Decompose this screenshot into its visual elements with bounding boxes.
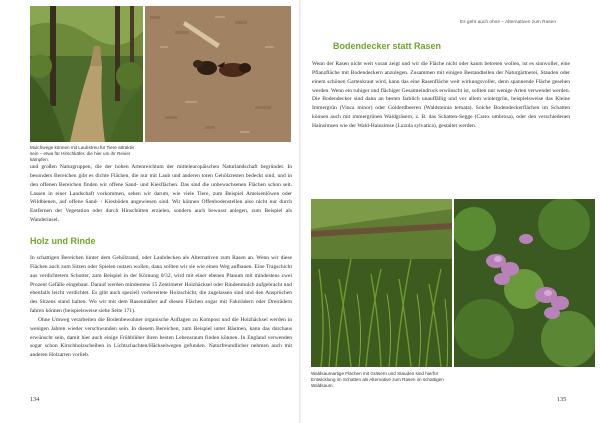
section-heading-bodendecker: Bodendecker statt Rasen — [333, 41, 442, 51]
left-section-para-1: In schattigen Bereichen hinter dem Gehölzrand, oder Laubdecken als Alternativen zum Rasen an. Wenn wir diese Flächen auch zum Sitzen oder Spielen nutzen wollen, dann sollten wir sie wie einen Weg aufbauen. Eine Tragschicht aus verdichtetem Schotter, zum Beispiel in der Körnung 0/32, wird mit einer ebenen Planum mit mindestens zwei Prozent Gefälle eingebaut. Darauf werden mindestens 15 Zentimeter Holzhäcksel oder Rindenmulch aufgebracht und ebenfalls leicht verdichtet. Es gibt auch speziell vorbereitete Holzschicht, die zugelassen sind und den Ansprüchen des Sitzens stand halten. Wo wir mit dem Rasenmäher auf diesen Flächen sogar mit Fahrrädern oder Dreirädern fahren können (beispielsweise siehe Seite 171). — [30, 255, 292, 315]
left-section-body — [30, 254, 292, 360]
page-gutter — [299, 0, 301, 423]
trail-photo — [30, 6, 143, 142]
folio-right: 135 — [557, 396, 567, 403]
grass-photo — [311, 199, 452, 367]
right-section-paragraph: Wenn der Rasen nicht weit voran zeigt und wir die Fläche nicht oder kaum betreten wollen, ist es sinnvoller, eine Pflanzfläche mit Bodendeckern anzulegen. Zusammen mit einigen Bestandteilen der Naturgärtnerei, Stauden oder einem schönen Gartenkraut wird, kann das eine Rasenfläche weit wirkungsvoller, denn spannende Fläche gesehen werden. Wenn ein ruhiger und flächiger Gesamteindruck erwünscht ist, sollten nur wenige Arten verwendet werden. Die Bodendecker sind dann an besten farblich unauffällig und vor allem wintergrün, beispielsweise das Kleine Immergrün (Vinca minor) oder Golderdbeeren (Waldsteinia ternata). Solche Bodendeckerflächen im Schatten können auch mit immergrünen Waldgräsern, z. B. das Schatten-Segge (Carex umbrosa), oder den verschiedenen Hainsimsen wie der Wald-Hainsimse (Luzula sylvatica), gestaltet werden. — [312, 61, 570, 129]
left-section-para-2: Ohne Umweg verarbeiten die Bodenbewohner organische Auflagen zu Kompost und die Holzhäcksel werden in wenigen Jahren wieder verschwunden sein. In diesem Bereichen, zum Beispiel unter Bäumen, kann das durchaus erwünscht sein, damit hier auch einige Frühblüher ihren besten Lebensraum finden können. In England verwenden sogar schon Kirschholzscheiben in Lichtschachten/Häckselwegen gefunden. Naturfreundlicher nehmen auch mit anderen Holzarten vorlieb. — [30, 316, 292, 359]
left-intro-paragraph — [30, 163, 292, 225]
left-intro-text: und großen Naturgruppen, die der hohen Artenreichtum der mitteleuropäischen Naturlandschaft begründet. In besonders Bereichen gibt es dichte Flächen, die nur mit Laub und anderen toten Gehölzresten bedeckt sind, und in den offenen Bereichen finden wir offene Sand- und Kiesflächen. Das sind die unbewachsenen Flächen schon seit. Lassen in einer Landschaft vorkommen, sehen wir darum, wie viele Tiere, zum Beispiel Ameisenlöwen oder Wildbienen, auf offene Sand- / Kiesböden angewiesen sind. Wir können Offenbodenstellen also nicht nur durch Entfernen der Vegetation oder durch Hinschütten erzielen, sondern auch bewusst anlegen, zum Beispiel als Wanderinsel. — [30, 164, 292, 224]
flower-photo — [454, 199, 595, 367]
right-photo-caption: Waldsaumartige Flächen mit Gräsern und Stauden sind hierfür Entwicklung im Schatten als Alternative zum Rasen im schattigen Waldsaum. — [311, 371, 444, 388]
left-photo-caption: Mulchwege können mit Laubstreu für Tiere attraktiv sein – etwa für Hirschkäfer, die hier um ihr Revier kämpfen. — [30, 145, 135, 162]
section-heading-holz: Holz und Rinde — [30, 236, 96, 246]
beetle-photo — [145, 6, 291, 142]
folio-left: 134 — [30, 396, 40, 403]
running-head-right: Es geht auch ohne – Alternativen zum Rasen — [460, 20, 556, 25]
right-section-body — [312, 60, 570, 131]
